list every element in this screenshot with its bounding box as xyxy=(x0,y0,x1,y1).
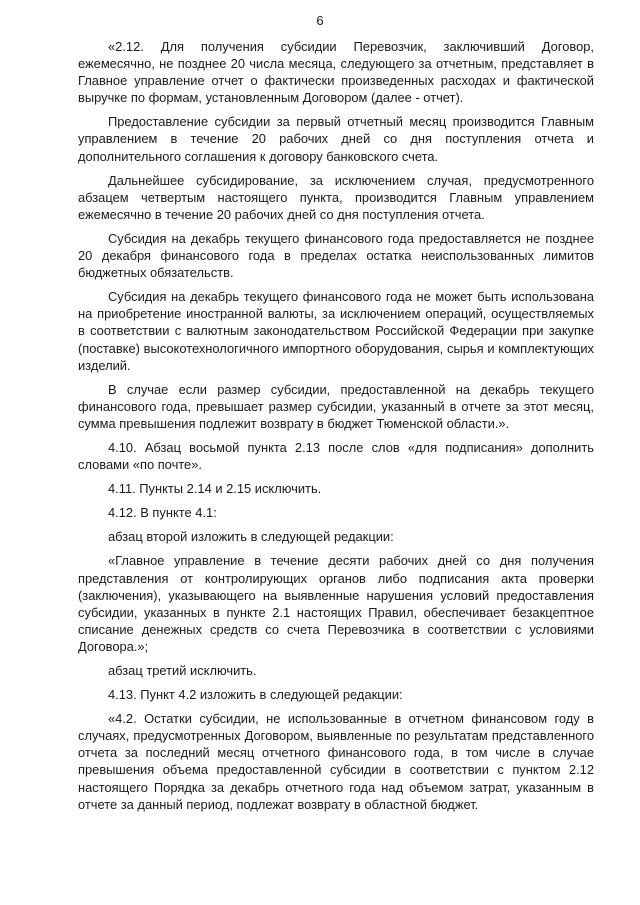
paragraph-first-month: Предоставление субсидии за первый отчетный месяц производится Главным управлением в течение 20 рабочих дней со дня поступления отчета и дополнительного соглашения к договору банковского счета. xyxy=(78,114,594,164)
paragraph-excess-return: В случае если размер субсидии, предоставленной на декабрь текущего финансового года, превышает размер субсидии, указанный в отчете за этот месяц, сумма превышения подлежит возврату в бюджет Тюменской области.». xyxy=(78,381,594,431)
paragraph-third-abzac: абзац третий исключить. xyxy=(108,663,257,678)
paragraph-write-off: «Главное управление в течение десяти рабочих дней со дня получения представления от контролирующих органов либо подписания акта проверки (заключения), указывающего на выявленные нарушения условий предоставления субсидии, указанных в пункте 2.1 настоящих Правил, обеспечивает безакцептное списание денежных средств со счета Перевозчика в соответствии с условиями Договора.»; xyxy=(78,553,594,654)
paragraph-further-subsidy: Дальнейшее субсидирование, за исключением случая, предусмотренного абзацем четвертым настоящего пункта, производится Главным управлением ежемесячно в течение 20 рабочих дней со дня поступления отчета. xyxy=(78,172,594,222)
paragraph-second-abzac: абзац второй изложить в следующей редакции: xyxy=(108,529,394,545)
paragraph-4-13: 4.13. Пункт 4.2 изложить в следующей редакции: xyxy=(108,687,403,703)
paragraph-december-deadline: Субсидия на декабрь текущего финансового года предоставляется не позднее 20 декабря финансового года в пределах остатка неиспользованных лимитов бюджетных обязательств. xyxy=(78,230,594,281)
paragraph-4-12: 4.12. В пункте 4.1: xyxy=(108,505,217,521)
document-body xyxy=(78,38,594,820)
paragraph-4-10: 4.10. Абзац восьмой пункта 2.13 после слов «для подписания» дополнить словами «по почте». xyxy=(78,439,594,473)
paragraph-2-12: «2.12. Для получения субсидии Перевозчик, заключивший Договор, ежемесячно, не позднее 20 числа месяца, следующего за отчетным, представляет в Главное управление отчет о фактически произведенных расходах и фактической выручке по формам, установленным Договором (далее - отчет). xyxy=(78,39,594,106)
paragraph-4-2: «4.2. Остатки субсидии, не использованные в отчетном финансовом году в случаях, предусмотренных Договором, выявленные по результатам представленного отчета за последний месяц отчетного финансового года, в том числе в случае превышения объема предоставленной субсидии в соответствии с пунктом 2.12 настоящего Порядка за декабрь отчетного года над объемом затрат, указанным в отчете за данный период, подлежат возврату в областной бюджет. xyxy=(78,711,594,812)
page-number: 6 xyxy=(316,13,324,28)
paragraph-currency-restriction: Субсидия на декабрь текущего финансового года не может быть использована на приобретение иностранной валюты, за исключением операций, осуществляемых в соответствии с валютным законодательством Российской Федерации при закупке (поставке) высокотехнологичного импортного оборудования, сырья и комплектующих изделий. xyxy=(78,289,594,373)
paragraph-4-11: 4.11. Пункты 2.14 и 2.15 исключить. xyxy=(108,481,322,497)
